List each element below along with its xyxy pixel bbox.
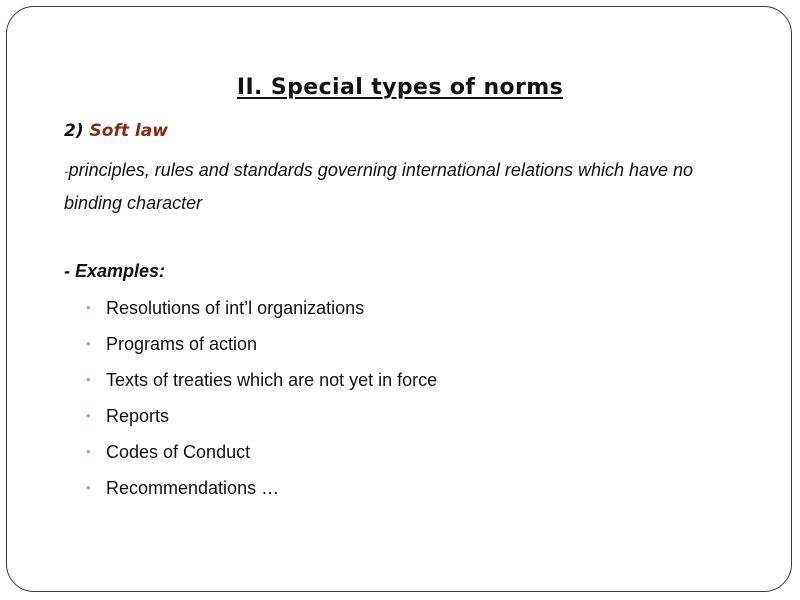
list-item-text: Texts of treaties which are not yet in force (106, 370, 438, 390)
list-item-text: Resolutions of int’l organizations (106, 298, 365, 318)
subtitle-prefix: 2) (64, 121, 90, 141)
definition-body: principles, rules and standards governing international relations which have no binding character (64, 160, 694, 213)
list-item (86, 331, 437, 367)
definition-dash: - (64, 163, 69, 179)
examples-heading: - Examples: (64, 261, 166, 281)
list-item (86, 403, 437, 439)
definition-text (64, 154, 754, 219)
slide-title: II. Special types of norms (236, 75, 564, 100)
bullet-icon: • (86, 408, 91, 423)
list-item-text: Codes of Conduct (106, 442, 251, 462)
bullet-icon: • (86, 480, 91, 495)
bullet-icon: • (86, 372, 91, 387)
bullet-icon: • (86, 300, 91, 315)
list-item-text: Programs of action (106, 334, 258, 354)
list-item (86, 475, 437, 511)
list-item (86, 439, 437, 475)
examples-list (86, 295, 437, 511)
section-subtitle (64, 121, 168, 141)
list-item (86, 295, 437, 331)
bullet-icon: • (86, 336, 91, 351)
subtitle-accent: Soft law (89, 121, 168, 141)
list-item-text: Recommendations … (106, 478, 280, 498)
list-item (86, 367, 437, 403)
list-item-text: Reports (106, 406, 170, 426)
bullet-icon: • (86, 444, 91, 459)
